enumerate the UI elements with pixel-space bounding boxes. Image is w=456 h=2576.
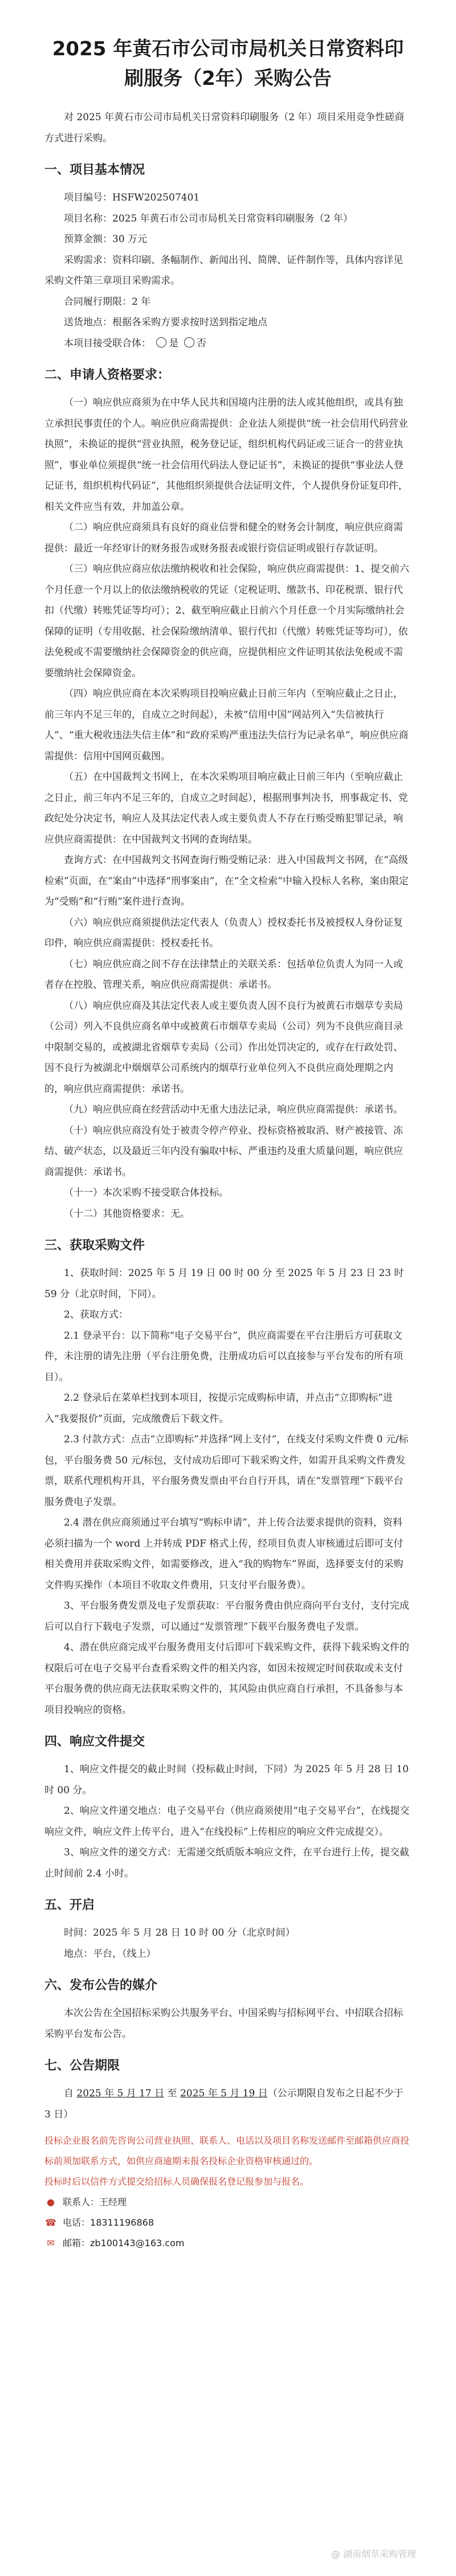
- person-icon: ●: [47, 2197, 55, 2207]
- obtain-item: 3、平台服务费发票及电子发票获取：平台服务费由供应商向平台支付，支付完成后可以自行下载电子发票，可以通过“发票管理”下载平台服务费电子发票。: [44, 1600, 409, 1633]
- project-number: 项目编号：HSFW202507401: [64, 192, 200, 203]
- qualification-item: （三）响应供应商应依法缴纳税收和社会保险，响应供应商需提供：1、提交前六个月任意一个月以上的依法缴纳税收的凭证（定税证明、缴款书、印花税票、银行代扣（代缴）转账凭证等均可）；2、截至响应截止日前六个月任意一个月实际缴纳社会保障的证明（专用收据、社会保险缴纳清单、银行代扣（代缴）转账凭证等均可），依法免税或不需要缴纳社会保障资金的供应商，应提供相应文件证明其依法免税或不需要缴纳社会保障资金。: [44, 563, 409, 679]
- contact-email-row: [44, 2233, 412, 2254]
- period-start-date: 2025 年 5 月 17 日: [76, 2088, 165, 2099]
- intro-text: 对 2025 年黄石市公司市局机关日常资料印刷服务（2 年）项目采用竞争性磋商方式进行采购。: [44, 112, 405, 144]
- watermark-text: @ 湖南烟草采购管理: [331, 2549, 416, 2559]
- contact-note-1: 投标企业报名前先咨询公司营业执照、联系人、电话以及项目名称发送邮件至邮箱供应商投标前须加联系方式，如供应商逾期未报名投标企业资格审核通过的。: [44, 2135, 410, 2166]
- contract-period: 合同履行期限：2 年: [64, 296, 151, 308]
- submission-item: 2、响应文件递交地点：电子交易平台（供应商须使用“电子交易平台”，在线提交响应文件，响应文件上传平台，进入“在线投标”上传相应的响应文件完成提交）。: [44, 1805, 410, 1838]
- qualification-item: （二）响应供应商须具有良好的商业信誉和健全的财务会计制度，响应供应商需提供：最近一年经审计的财务报告或财务报表或银行资信证明或银行存款证明。: [44, 522, 403, 554]
- procurement-requirement: 采购需求：资料印刷、条幅制作、新闻出刊、简牌、证件制作等，具体内容详见采购文件第三章项目采购需求。: [44, 254, 403, 287]
- period-pre: 自: [64, 2088, 74, 2099]
- submission-item: 3、响应文件的递交方式：无需递交纸质版本响应文件，在平台进行上传，提交截止时间前 2.4 小时。: [44, 1847, 409, 1879]
- consortium-line: [44, 333, 412, 354]
- consortium-no-label: 否: [196, 337, 206, 349]
- qualification-item: （八）响应供应商及其法定代表人或主要负责人因不良行为被黄石市烟草专卖局（公司）列入不良供应商名单中或被黄石市烟草专卖局（公司）列为不良供应商目录中限制交易的，或被湖北省烟草专卖局（公司）作出处罚决定的，或存在行政处罚、因不良行为被湖北中烟烟草公司系统内的烟草行业单位列入不良供应商处理期之内的，响应供应商需提供：承诺书。: [44, 1000, 403, 1095]
- obtain-item: 2、获取方式：: [64, 1309, 128, 1320]
- contact-person-row: [44, 2192, 412, 2213]
- qualification-item: （十一）本次采购不接受联合体投标。: [64, 1187, 229, 1199]
- section-heading-qualification: 二、申请人资格要求：: [44, 368, 170, 382]
- obtain-item: 2.2 登录后在菜单栏找到本项目，按提示完成购标申请，并点击“立即购标”进入“我要报价”页面，完成缴费后下载文件。: [44, 1392, 393, 1425]
- opening-location: 地点：平台，（线上）: [64, 1948, 156, 1960]
- qualification-item: （四）响应供应商在本次采购项目投响应截止日前三年内（至响应截止之日止，前三年内不足三年的，自成立之时间起），未被“信用中国”网站列入“失信被执行人”、“重大税收违法失信主体”和“政府采购严重违法失信行为记录名单”，响应供应商需提供：信用中国网页截图。: [44, 688, 409, 762]
- contact-email[interactable]: zb100143@163.com: [90, 2238, 185, 2248]
- budget-amount: 预算金额：30 万元: [64, 234, 148, 245]
- section-heading-submission: 四、响应文件提交: [44, 1735, 145, 1749]
- contact-block: [44, 2131, 412, 2254]
- section-heading-basic-info: 一、项目基本情况: [44, 163, 145, 177]
- email-icon: ✉: [47, 2238, 55, 2248]
- qualification-item: （一）响应供应商须为在中华人民共和国境内注册的法人或其他组织，或具有独立承担民事责任的个人。响应供应商需提供：企业法人须提供“统一社会信用代码营业执照”，未换证的提供“营业执照，税务登记证，组织机构代码证或三证合一的营业执照”，事业单位须提供“统一社会信用代码法人登记证书”，未换证的提供“事业法人登记证书，组织机构代码证”，其他组织须提供合法证明文件，个人提供身份证复印件，相关文件应当有效，并加盖公章。: [44, 397, 408, 513]
- consortium-yes-label: 是: [169, 337, 179, 349]
- qualification-item: （九）响应供应商在经营活动中无重大违法记录，响应供应商需提供：承诺书。: [64, 1104, 403, 1115]
- period-note: （公示期限自发布之日起不少于 3 日）: [44, 2088, 404, 2120]
- period-end-date: 2025 年 5 月 19 日: [180, 2088, 268, 2099]
- qualification-item: （六）响应供应商须提供法定代表人（负责人）授权委托书及被授权人身份证复印件，响应供应商需提供：授权委托书。: [44, 917, 403, 949]
- submission-item: 1、响应文件提交的截止时间（投标截止时间，下同）为 2025 年 5 月 28 日 10 时 00 分。: [44, 1764, 409, 1796]
- obtain-item: 2.1 登录平台：以下简称“电子交易平台”，供应商需要在平台注册后方可获取文件，未注册的请先注册（平台注册免费，注册成功后可以直接参与平台发布的所有项目）。: [44, 1330, 403, 1383]
- page-title: 2025 年黄石市公司市局机关日常资料印刷服务（2年）采购公告: [52, 38, 404, 90]
- qualification-item: （七）响应供应商之间不存在法律禁止的关联关系：包括单位负责人为同一人或者存在控股、管理关系，响应供应商需提供：承诺书。: [44, 958, 403, 991]
- consortium-yes-radio[interactable]: [156, 337, 166, 347]
- consortium-no-radio[interactable]: [184, 337, 194, 347]
- contact-note-2: 投标时后以信件方式提交给招标人员确保报名登记报参加与报名。: [44, 2176, 310, 2187]
- obtain-item: 4、潜在供应商完成平台服务费用支付后即可下载采购文件，获得下载采购文件的权限后可在电子交易平台查看采购文件的相关内容，如因未按规定时间获取或未支付平台服务费的供应商无法获取采购文件的，其风险由供应商自行承担，不具备参与本项目投响应的资格。: [44, 1642, 409, 1716]
- contact-phone-label: 电话：: [63, 2217, 91, 2228]
- project-name: 项目名称：2025 年黄石市公司市局机关日常资料印刷服务（2 年）: [64, 212, 353, 224]
- section-heading-period: 七、公告期限: [44, 2059, 120, 2073]
- contact-email-label: 邮箱：: [63, 2238, 91, 2248]
- opening-time: 时间：2025 年 5 月 28 日 10 时 00 分（北京时间）: [64, 1927, 295, 1939]
- contact-phone-row: [44, 2213, 412, 2233]
- section-heading-obtain-documents: 三、获取采购文件: [44, 1238, 145, 1253]
- contact-name: 王经理: [99, 2197, 127, 2207]
- contact-phone[interactable]: 18311196868: [90, 2217, 154, 2228]
- media-text: 本次公告在全国招标采购公共服务平台、中国采购与招标网平台、中招联合招标采购平台发布公告。: [44, 2007, 403, 2040]
- announcement-period: [44, 2083, 412, 2125]
- period-mid: 至: [167, 2088, 177, 2099]
- section-heading-media: 六、发布公告的媒介: [44, 1978, 158, 1993]
- delivery-location: 送货地点：根据各采购方要求按时送到指定地点: [64, 317, 267, 328]
- obtain-item: 2.3 付款方式：点击“立即购标”并选择“网上支付”，在线支付采购文件费 0 元/标包，平台服务费 50 元/标包，支付成功后即可下载采购文件，如需开具采购文件费发票，联系代理机构开具，平台服务费发票由平台自行开具，请在“发票管理”下载平台服务费电子发票。: [44, 1434, 409, 1508]
- phone-icon: ☎: [45, 2217, 56, 2228]
- obtain-item: 2.4 潜在供应商须通过平台填写“购标申请”，并上传合法要求提供的资料，资料必须扫描为一个 word 上并转成 PDF 格式上传，经项目负责人审核通过后即可支付相关费用并获取采购文件，如需要修改，进入“我的购物车”界面，选择要支付的采购文件购买操作（本项目不收取文件费用，只支付平台服务费）。: [44, 1517, 404, 1591]
- qualification-item: 查询方式：在中国裁判文书网查询行贿受贿记录：进入中国裁判文书网，在“高级检索”页面，在“案由”中选择“刑事案由”，在“全文检索”中输入投标人名称，案由限定为“受贿”和“行贿”案件进行查询。: [44, 854, 409, 907]
- obtain-item: 1、获取时间：2025 年 5 月 19 日 00 时 00 分 至 2025 年 5 月 23 日 23 时 59 分（北京时间，下同）。: [44, 1267, 404, 1300]
- section-heading-opening: 五、开启: [44, 1898, 95, 1912]
- consortium-label: 本项目接受联合体：: [64, 337, 151, 349]
- qualification-item: （五）在中国裁判文书网上，在本次采购项目响应截止日前三年内（至响应截止之日止，前三年内不足三年的，自成立之时间起），根据刑事判决书，刑事裁定书、党政纪处分决定书，响应人及其法定代表人或主要负责人不存在行贿受贿犯罪记录，响应供应商需提供：在中国裁判文书网的查询结果。: [44, 771, 408, 845]
- qualification-item: （十）响应供应商没有处于被责令停产停业、投标资格被取消、财产被接管、冻结、破产状态，以及最近三年内没有骗取中标、严重违约及重大质量问题，响应供应商需提供：承诺书。: [44, 1125, 403, 1178]
- qualification-item: （十二）其他资格要求：无。: [64, 1208, 190, 1220]
- contact-name-label: 联系人：: [63, 2197, 100, 2207]
